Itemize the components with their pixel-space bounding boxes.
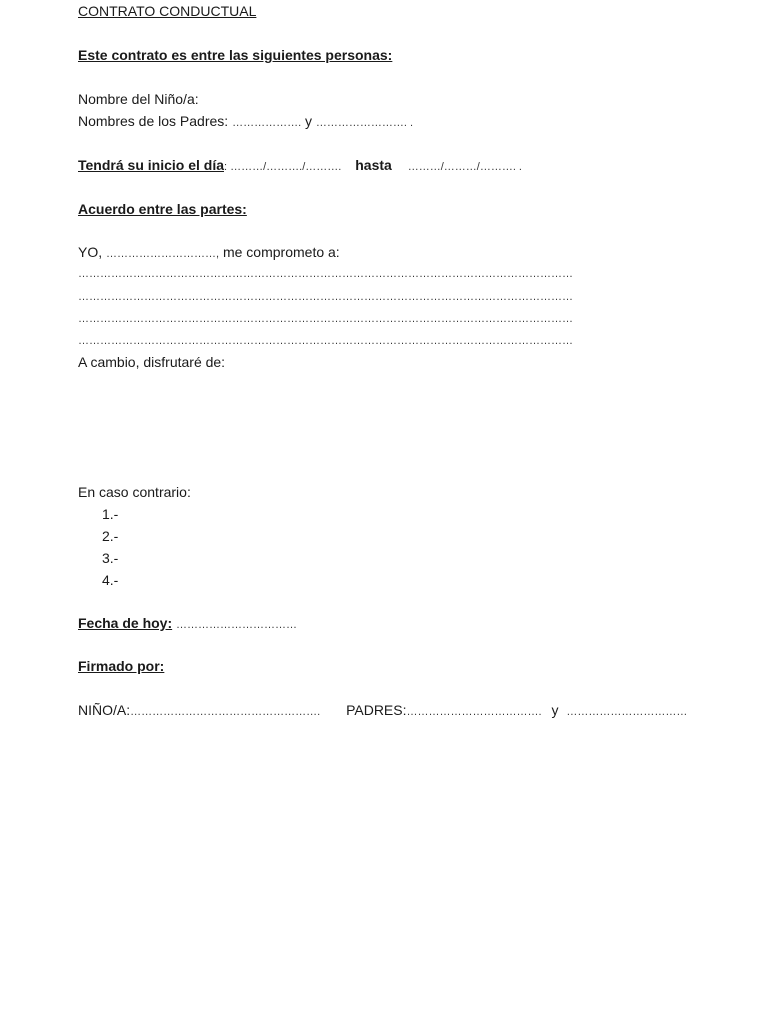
commit-line-3[interactable]: ………………………………………………………………………………………………………………………	[78, 313, 573, 325]
child-name-label: Nombre del Niño/a:	[78, 91, 199, 107]
yo-blank[interactable]: …………………………,	[106, 248, 220, 260]
child-sign-blank[interactable]: …………………………………………….	[130, 706, 321, 718]
signed-label: Firmado por:	[78, 658, 165, 674]
otherwise-item-4: 4.-	[102, 572, 119, 588]
parents-sign-and: y	[551, 702, 559, 718]
start-date-blank[interactable]: : ………/………./……….	[224, 161, 342, 173]
parents-names-row	[78, 112, 413, 132]
commit-row	[78, 243, 340, 263]
parents-and: y	[305, 113, 313, 129]
parents-label: Nombres de los Padres:	[78, 113, 229, 129]
commit-line-1[interactable]: ………………………………………………………………………………………………………………………	[78, 268, 573, 280]
child-sign-label: NIÑO/A:	[78, 702, 131, 718]
parents-sign-label: PADRES:	[346, 702, 407, 718]
date-label: Fecha de hoy:	[78, 615, 173, 631]
otherwise-item-1: 1.-	[102, 506, 119, 522]
start-label: Tendrá su inicio el día	[78, 157, 224, 173]
commit-line-4[interactable]: ………………………………………………………………………………………………………………………	[78, 335, 573, 347]
date-blank[interactable]: ……………………………	[176, 619, 298, 631]
otherwise-label: En caso contrario:	[78, 484, 191, 500]
parents-sign-blank-2[interactable]: ……………………………	[566, 706, 688, 718]
contract-title: CONTRATO CONDUCTUAL	[78, 3, 257, 19]
agreement-heading: Acuerdo entre las partes:	[78, 201, 247, 217]
date-row	[78, 614, 297, 634]
start-date-row	[78, 156, 522, 176]
end-date-blank[interactable]: ………/………/………. .	[407, 161, 522, 173]
parents-blank-1[interactable]: ……………….	[232, 117, 302, 129]
parents-sign-blank-1[interactable]: ……………………………….	[406, 706, 542, 718]
otherwise-item-2: 2.-	[102, 528, 119, 544]
commit-label: me comprometo a:	[222, 244, 340, 260]
reward-label: A cambio, disfrutaré de:	[78, 354, 226, 370]
commit-line-2[interactable]: ………………………………………………………………………………………………………………………	[78, 291, 573, 303]
yo-label: YO,	[78, 244, 103, 260]
otherwise-item-3: 3.-	[102, 550, 119, 566]
until-label: hasta	[355, 157, 392, 173]
parties-heading: Este contrato es entre las siguientes personas:	[78, 47, 393, 63]
parents-blank-2[interactable]: ……………………. .	[315, 117, 414, 129]
signature-row	[78, 701, 687, 721]
